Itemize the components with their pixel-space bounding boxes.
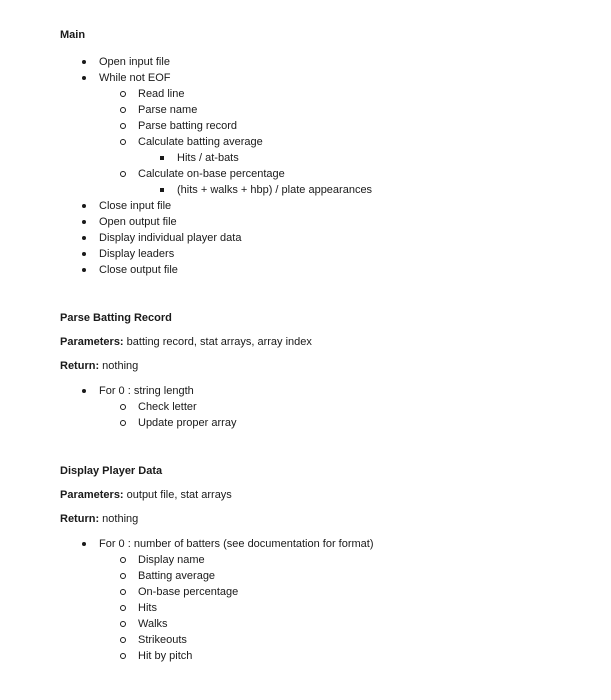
parse-loop-steps: [99, 399, 580, 431]
parameters-label: Parameters:: [60, 336, 124, 348]
list-item: Display individual player data: [60, 230, 580, 246]
return-value: nothing: [99, 360, 139, 372]
return-line: [60, 512, 580, 526]
section-parse-batting-record: [60, 311, 580, 431]
section-heading-main: Main: [60, 29, 86, 41]
parameters-line: [60, 335, 580, 349]
list-item: Hits / at-bats: [138, 150, 580, 166]
list-item: Calculate on-base percentage (hits + walks + hbp) / plate appearances: [99, 166, 580, 198]
list-item: Check letter: [99, 399, 580, 415]
list-item: Hit by pitch: [99, 648, 580, 664]
parse-steps-list: [60, 383, 580, 431]
section-heading-display-player-data: Display Player Data: [60, 465, 163, 477]
section-display-player-data: [60, 464, 580, 664]
return-value: nothing: [99, 513, 139, 525]
list-item: (hits + walks + hbp) / plate appearances: [138, 182, 580, 198]
section-heading-parse-batting-record: Parse Batting Record: [60, 312, 172, 324]
display-steps-list: [60, 536, 580, 664]
return-line: [60, 359, 580, 373]
batting-average-formula: [138, 150, 580, 166]
while-loop-steps: [99, 86, 580, 198]
list-item: Parse batting record: [99, 118, 580, 134]
list-item: Parse name: [99, 102, 580, 118]
section-main: [60, 28, 580, 278]
parameters-value: output file, stat arrays: [123, 489, 232, 501]
list-item: Update proper array: [99, 415, 580, 431]
parameters-value: batting record, stat arrays, array index: [123, 336, 312, 348]
list-item: Strikeouts: [99, 632, 580, 648]
list-item: Open input file: [60, 54, 580, 70]
list-item: For 0 : string length Check letter Update proper array: [60, 383, 580, 431]
list-item: Hits: [99, 600, 580, 616]
main-steps-list: [60, 54, 580, 278]
list-item: Display leaders: [60, 246, 580, 262]
on-base-formula: [138, 182, 580, 198]
list-item: Open output file: [60, 214, 580, 230]
display-loop-steps: [99, 552, 580, 664]
parameters-line: [60, 488, 580, 502]
document: [60, 28, 580, 664]
list-item: Calculate batting average Hits / at-bats: [99, 134, 580, 166]
list-item: Close input file: [60, 198, 580, 214]
list-item: On-base percentage: [99, 584, 580, 600]
list-item: Batting average: [99, 568, 580, 584]
list-item: Close output file: [60, 262, 580, 278]
list-item: For 0 : number of batters (see documentation for format) Display name Batting average On-base percentage Hits Walks Strikeouts Hit by pitch: [60, 536, 580, 664]
list-item: Display name: [99, 552, 580, 568]
list-item: While not EOF Read line Parse name Parse batting record Calculate batting average Hits / at-bats Calculate on-base percentage (hits + walks + hbp) / plate appearances: [60, 70, 580, 198]
list-item: Walks: [99, 616, 580, 632]
parameters-label: Parameters:: [60, 489, 124, 501]
list-item: Read line: [99, 86, 580, 102]
return-label: Return:: [60, 360, 100, 372]
return-label: Return:: [60, 513, 100, 525]
